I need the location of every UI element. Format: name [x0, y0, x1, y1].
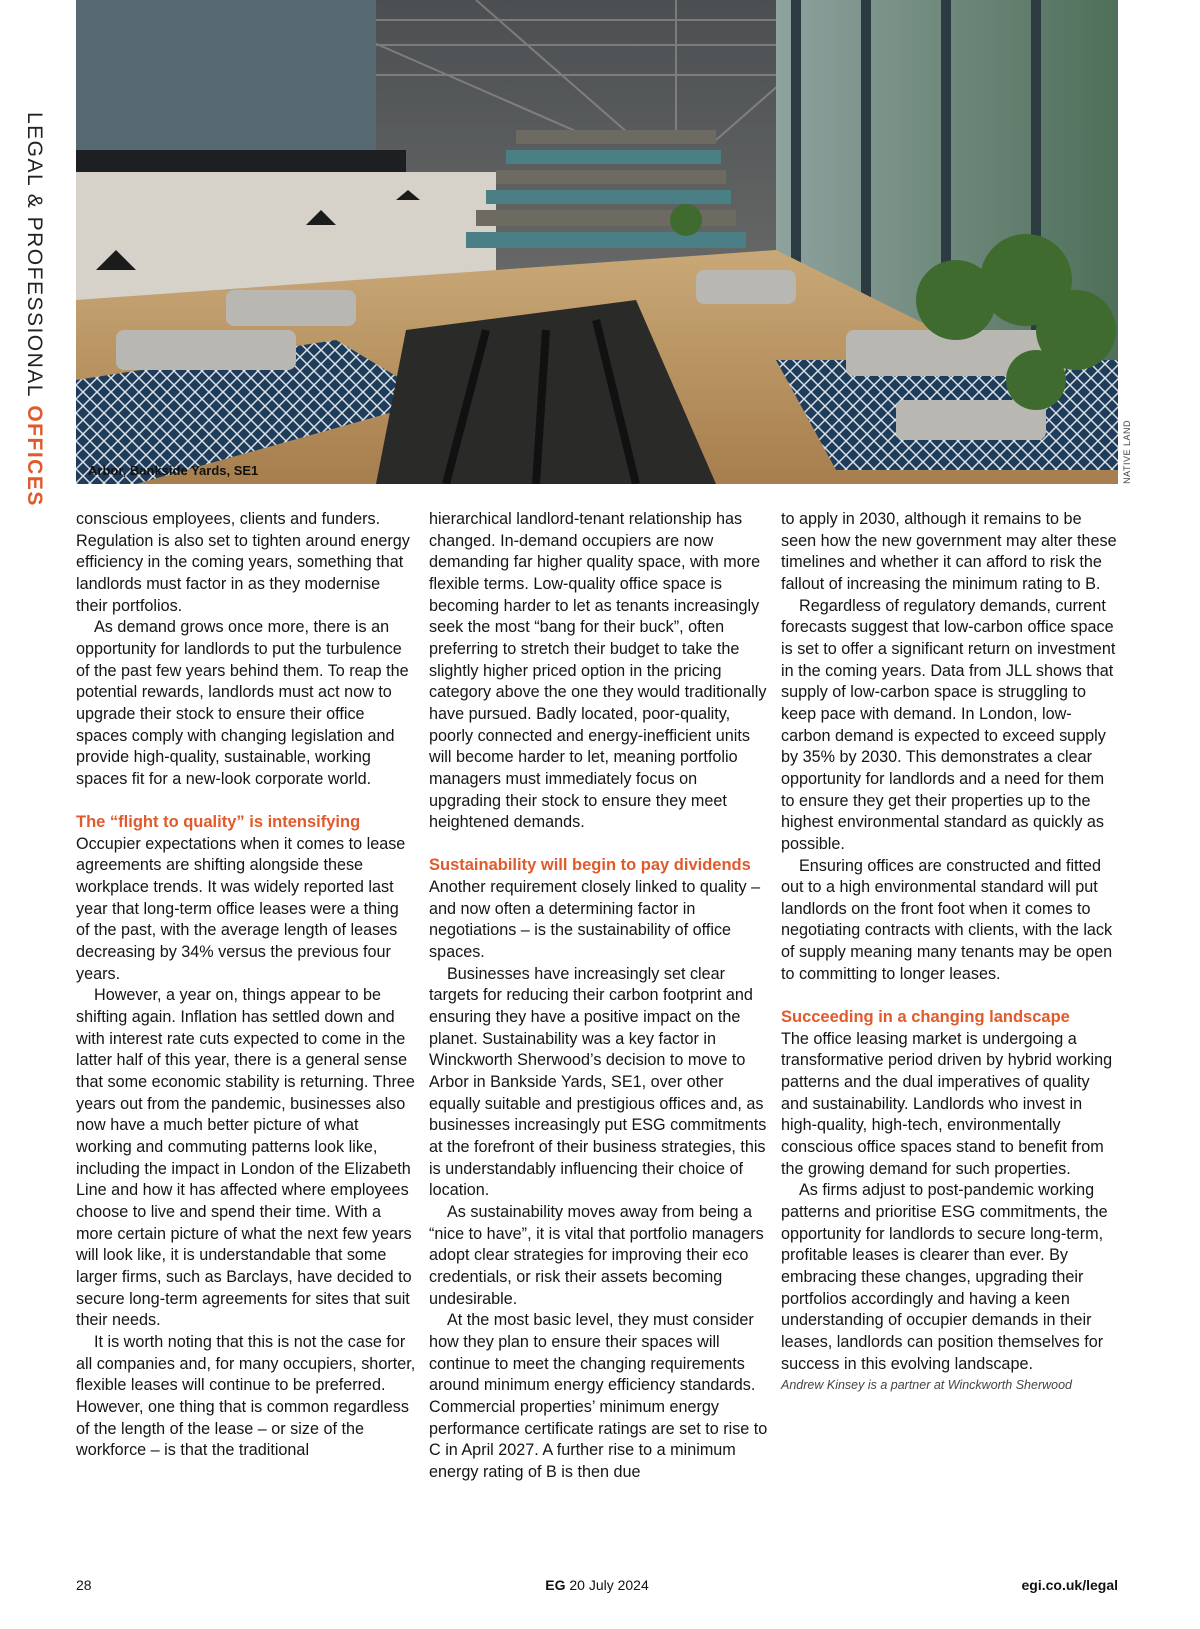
image-caption: Arbor, Bankside Yards, SE1	[88, 463, 259, 478]
article-column-1	[76, 509, 416, 1462]
paragraph: However, a year on, things appear to be shifting again. Inflation has settled down and with interest rate cuts expected to come in the latter half of this year, there is a general sense that some economic stability is returning. Three years out from the pandemic, businesses also now have a much better picture of what working and commuting patterns look like, including the impact in London of the Elizabeth Line and how it has affected where employees choose to live and spend their time. With a more certain picture of what the next few years will look like, it is understandable that some larger firms, such as Barclays, have decided to secure long-term agreements for sites that suit their needs.	[76, 986, 415, 1330]
paragraph: Occupier expectations when it comes to lease agreements are shifting alongside these workplace trends. It was widely reported last year that long-term office leases were a thing of the past, with the average length of leases decreasing by 34% versus the previous four years.	[76, 834, 406, 983]
office-interior-illustration	[76, 0, 1118, 484]
section-label-text: LEGAL & PROFESSIONAL	[23, 112, 46, 398]
paragraph: Another requirement closely linked to quality – and now often a determining factor in negotiations – is the sustainability of office spaces.	[429, 878, 761, 962]
paragraph: As demand grows once more, there is an opportunity for landlords to put the turbulence of the past few years behind them. To reap the potential rewards, landlords must act now to upgrade their stock to ensure their office spaces comply with changing legislation and provide high-quality, sustainable, working spaces fit for a new-look corporate world.	[76, 618, 409, 788]
article-column-2	[429, 509, 769, 1484]
subheading: Sustainability will begin to pay dividends	[429, 856, 751, 875]
paragraph: At the most basic level, they must consider how they plan to ensure their spaces will continue to meet the changing requirements around minimum energy efficiency standards. Commercial properties’ minimum energy performance certificate ratings are set to rise to C in April 2027. A further rise to a minimum energy rating of B is then due	[429, 1311, 768, 1481]
paragraph: It is worth noting that this is not the case for all companies and, for many occupiers, shorter, flexible leases will continue to be preferred. However, one thing that is common regardless of the length of the lease – or size of the workforce – is that the traditional	[76, 1332, 416, 1460]
paragraph: to apply in 2030, although it remains to be seen how the new government may alter these timelines and whether it can afford to risk the fallout of increasing the minimum rating to B.	[781, 510, 1117, 593]
paragraph: As sustainability moves away from being a “nice to have”, it is vital that portfolio managers adopt clear strategies for improving their eco credentials, or risk their assets becoming undesirable.	[429, 1202, 764, 1308]
magazine-name: EG	[545, 1577, 566, 1593]
paragraph: conscious employees, clients and funders. Regulation is also set to tighten around energy efficiency in the coming years, something that landlords must factor in as they modernise their portfolios.	[76, 510, 410, 615]
paragraph: As firms adjust to post-pandemic working patterns and prioritise ESG commitments, the opportunity for landlords to secure long-term, profitable leases is clearer than ever. By embracing these changes, upgrading their portfolios accordingly and having a keen understanding of occupier demands in their leases, landlords can position themselves for success in this evolving landscape.	[781, 1181, 1108, 1373]
issue-date: 20 July 2024	[569, 1577, 649, 1593]
subheading: Succeeding in a changing landscape	[781, 1008, 1070, 1027]
paragraph: Businesses have increasingly set clear targets for reducing their carbon footprint and ensuring they have a positive impact on the planet. Sustainability was a key factor in Winckworth Sherwood’s decision to move to Arbor in Bankside Yards, SE1, over other equally suitable and prestigious offices and, as businesses increasingly put ESG commitments at the forefront of their business strategies, this is understandably influencing their choice of location.	[429, 964, 767, 1200]
hero-image	[76, 0, 1118, 484]
section-label	[24, 112, 45, 507]
paragraph: Regardless of regulatory demands, current forecasts suggest that low-carbon office space is set to offer a significant return on investment in the coming years. Data from JLL shows that supply of low-carbon space is struggling to keep pace with demand. In London, low-carbon demand is expected to exceed supply by 35% by 2030. This demonstrates a clear opportunity for landlords and a need for them to ensure they get their properties up to the highest environmental standard as quickly as possible.	[781, 596, 1116, 853]
article-column-3	[781, 509, 1121, 1397]
image-credit: NATIVE LAND	[1122, 420, 1132, 484]
paragraph: hierarchical landlord-tenant relationship has changed. In-demand occupiers are now demanding far higher quality space, with more flexible terms. Low-quality office space is becoming harder to let as tenants increasingly seek the most “bang for their buck”, often preferring to stretch their budget to take the slightly higher priced option in the pricing category above the one they would traditionally have pursued. Badly located, poor-quality, poorly connected and energy-inefficient units will become harder to let, meaning portfolio managers must immediately focus on upgrading their stock to ensure they meet heightened demands.	[429, 510, 767, 832]
author-byline: Andrew Kinsey is a partner at Winckworth Sherwood	[781, 1378, 1072, 1393]
paragraph: The office leasing market is undergoing a transformative period driven by hybrid working patterns and the dual imperatives of quality and sustainability. Landlords who invest in high-quality, high-tech, environmentally conscious office spaces stand to benefit from the growing demand for such properties.	[781, 1029, 1113, 1178]
website-link[interactable]: egi.co.uk/legal	[1021, 1577, 1118, 1593]
issue-info	[76, 1577, 1118, 1593]
paragraph: Ensuring offices are constructed and fitted out to a high environmental standard will put landlords on the front foot when it comes to negotiating contracts with clients, with the lack of supply meaning many tenants may be open to committing to longer leases.	[781, 856, 1113, 983]
subheading: The “flight to quality” is intensifying	[76, 813, 361, 832]
page-number: 28	[76, 1577, 92, 1593]
section-label-accent: OFFICES	[23, 405, 46, 507]
